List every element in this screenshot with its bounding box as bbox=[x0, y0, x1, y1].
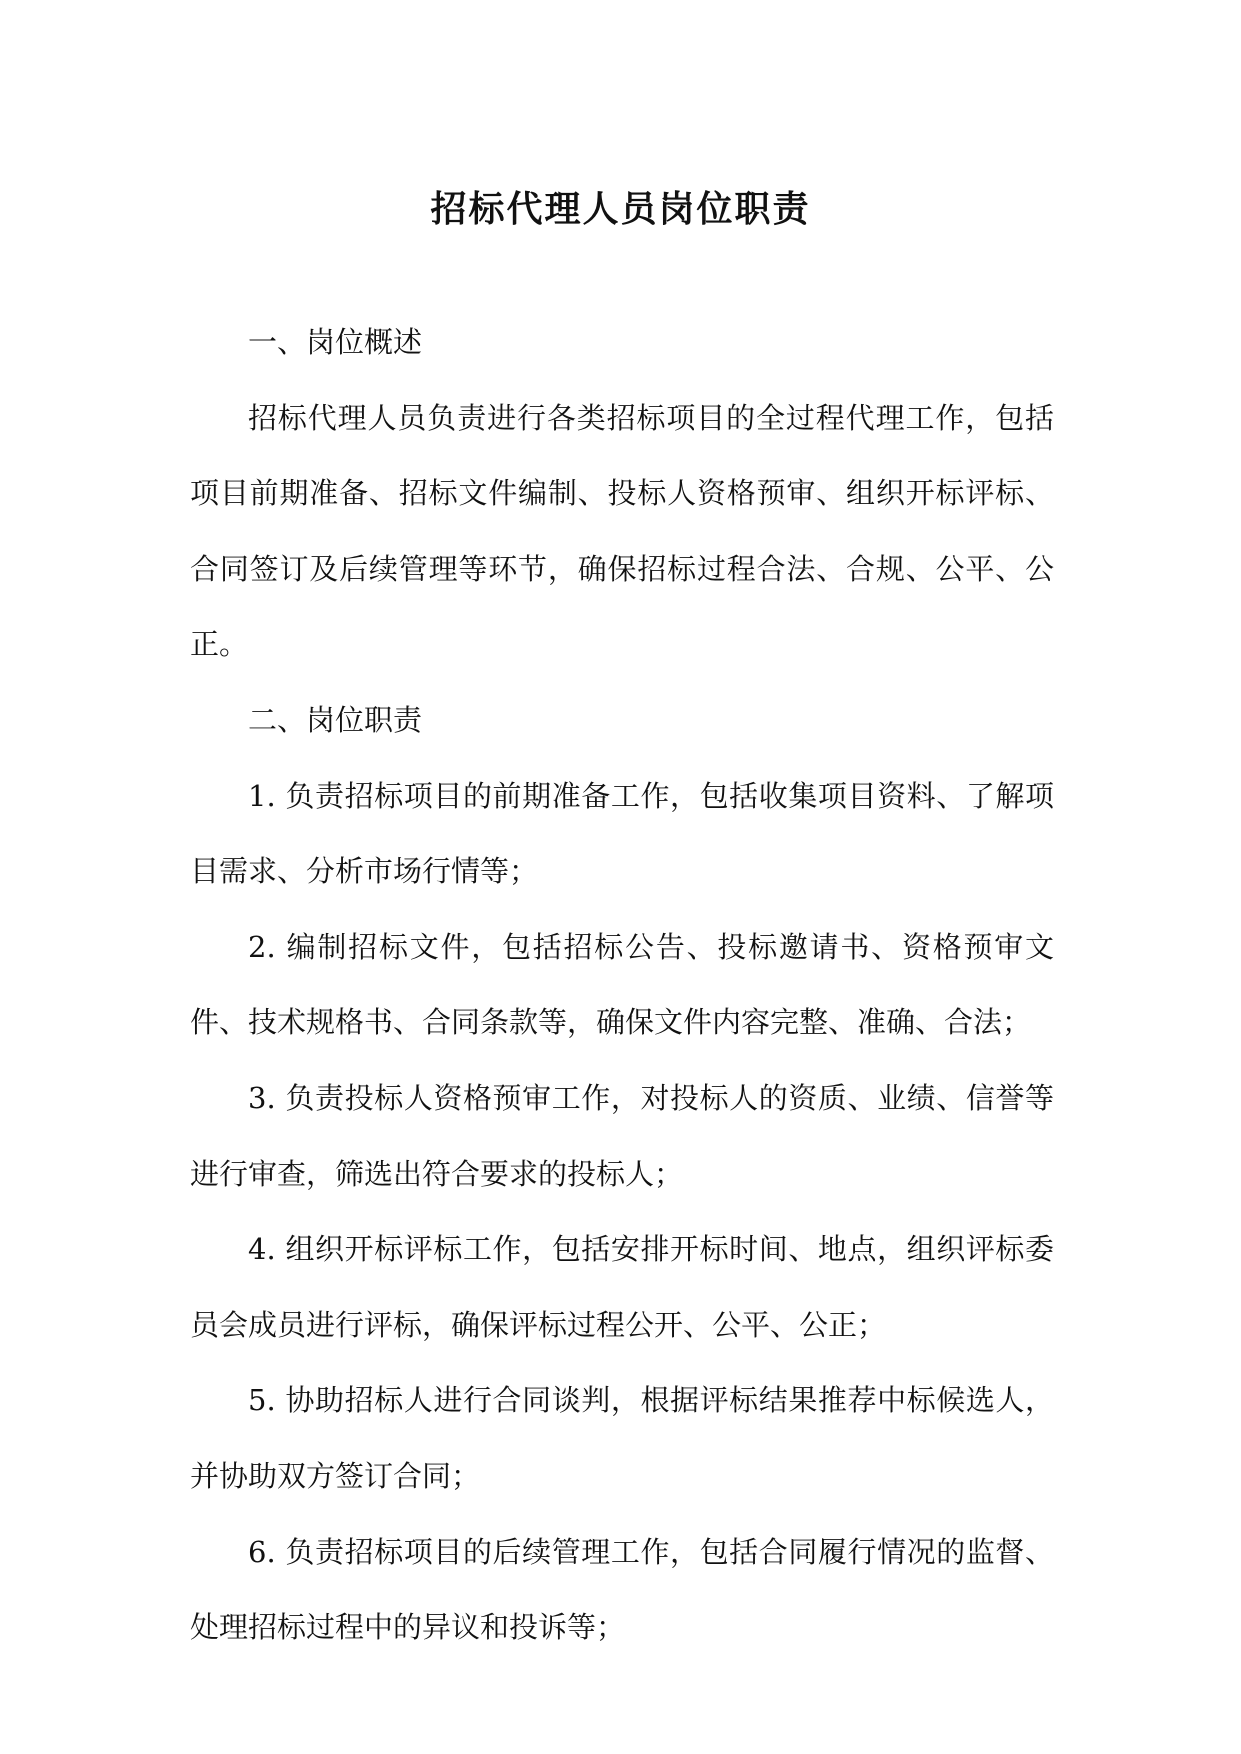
duty-item-2: 2. 编制招标文件，包括招标公告、投标邀请书、资格预审文件、技术规格书、合同条款等，确保文件内容完整、准确、合法； bbox=[190, 929, 1054, 1040]
section-heading-duties: 二、岗位职责 bbox=[248, 702, 423, 737]
document-title: 招标代理人员岗位职责 bbox=[430, 188, 811, 230]
duty-item-3: 3. 负责投标人资格预审工作，对投标人的资质、业绩、信誉等进行审查，筛选出符合要求的投标人； bbox=[190, 1080, 1054, 1191]
duty-item-6: 6. 负责招标项目的后续管理工作，包括合同履行情况的监督、处理招标过程中的异议和投诉等； bbox=[190, 1534, 1054, 1645]
duty-item-5: 5. 协助招标人进行合同谈判，根据评标结果推荐中标候选人，并协助双方签订合同； bbox=[190, 1383, 1054, 1493]
overview-paragraph: 招标代理人员负责进行各类招标项目的全过程代理工作，包括项目前期准备、招标文件编制、投标人资格预审、组织开标评标、合同签订及后续管理等环节，确保招标过程合法、合规、公平、公正。 bbox=[190, 400, 1054, 662]
duty-item-4: 4. 组织开标评标工作，包括安排开标时间、地点，组织评标委员会成员进行评标，确保评标过程公开、公平、公正； bbox=[190, 1232, 1054, 1342]
document-body bbox=[190, 305, 1054, 1666]
duty-item-1: 1. 负责招标项目的前期准备工作，包括收集项目资料、了解项目需求、分析市场行情等； bbox=[190, 778, 1054, 889]
section-heading-overview: 一、岗位概述 bbox=[248, 325, 423, 359]
